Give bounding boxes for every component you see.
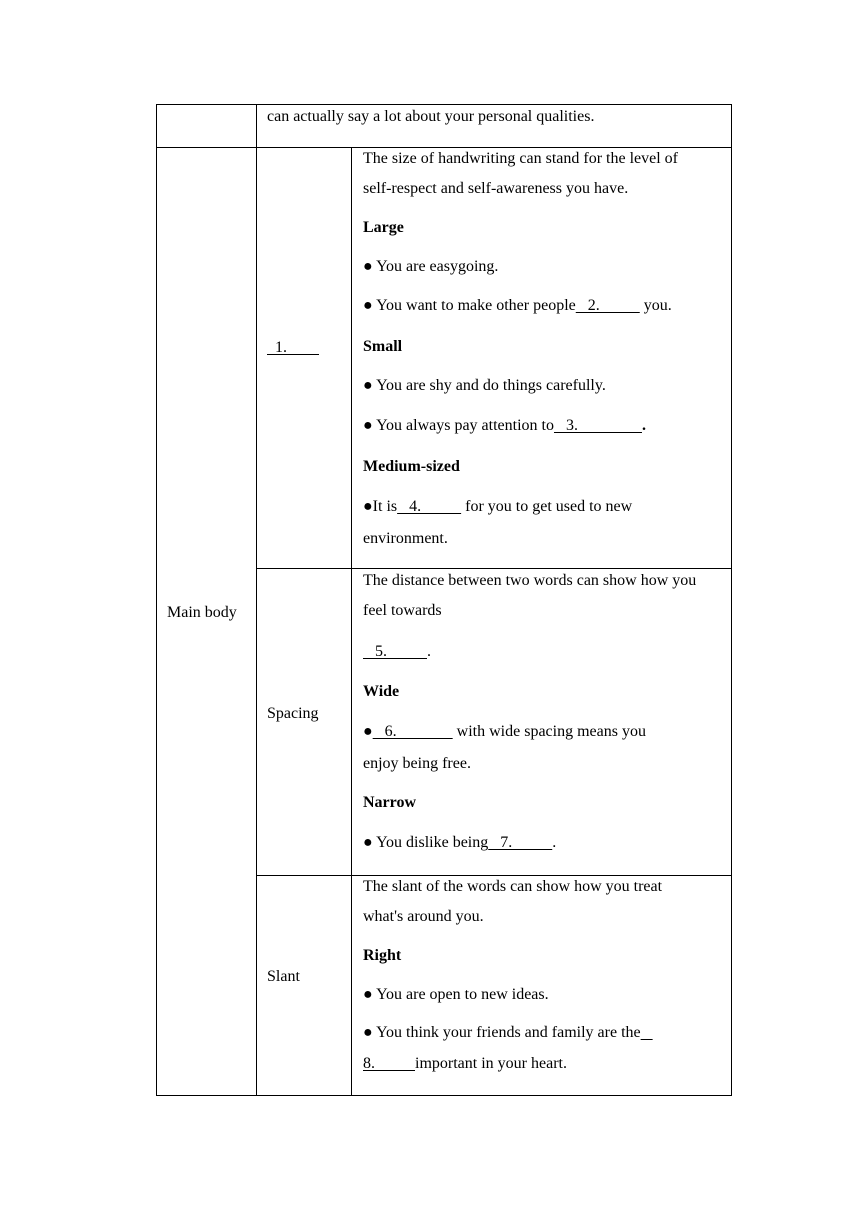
blank-5: 5. (363, 643, 427, 660)
medium-bullet-continued: environment. (363, 530, 448, 547)
size-label-blank-1: 1. (267, 339, 319, 356)
right-bullet-2 (363, 1025, 653, 1041)
table-border-right (731, 104, 732, 1096)
spacing-intro-line-1: The distance between two words can show how you (363, 572, 697, 589)
column-divider-2 (351, 147, 352, 1096)
blank-5-end: . (427, 643, 431, 660)
medium-heading: Medium-sized (363, 458, 460, 475)
slant-label: Slant (267, 968, 300, 985)
blank-8: 8. (363, 1055, 415, 1072)
spacing-label: Spacing (267, 705, 319, 722)
large-bullet-2-end: you. (639, 297, 672, 314)
blank-6: 6. (372, 723, 453, 740)
right-bullet-2-text: ● You think your friends and family are the (363, 1024, 641, 1041)
table-border-left (156, 104, 157, 1096)
right-bullet-2-continued (363, 1056, 567, 1072)
medium-bullet-text: ●It is (363, 498, 398, 515)
slant-intro-line-2: what's around you. (363, 908, 484, 925)
table-border-top (156, 104, 732, 105)
blank-4: 4. (397, 498, 462, 515)
size-intro-line-1: The size of handwriting can stand for the level of (363, 150, 678, 167)
small-bullet-1: ● You are shy and do things carefully. (363, 377, 606, 394)
blank-7: 7. (488, 834, 553, 851)
medium-bullet-end: for you to get used to new (461, 498, 633, 515)
blank-3: 3. (553, 417, 642, 434)
small-bullet-2-end: . (641, 417, 646, 434)
row-divider-size-spacing (256, 568, 732, 569)
wide-bullet (363, 724, 646, 740)
slant-intro-line-1: The slant of the words can show how you treat (363, 878, 663, 895)
small-bullet-2 (363, 418, 646, 434)
medium-bullet (363, 499, 632, 515)
size-intro-line-2: self-respect and self-awareness you have. (363, 180, 629, 197)
right-heading: Right (363, 947, 402, 964)
large-heading: Large (363, 219, 404, 236)
right-bullet-2-end: important in your heart. (415, 1055, 567, 1072)
small-heading: Small (363, 338, 403, 355)
right-bullet-1: ● You are open to new ideas. (363, 986, 549, 1003)
top-row-text: can actually say a lot about your personal qualities. (267, 108, 595, 125)
narrow-bullet-end: . (552, 834, 557, 851)
narrow-bullet-text: ● You dislike being (363, 834, 489, 851)
large-bullet-1: ● You are easygoing. (363, 258, 499, 275)
section-label: Main body (167, 604, 237, 621)
narrow-heading: Narrow (363, 794, 417, 811)
blank-8-start (641, 1024, 653, 1041)
blank-2: 2. (575, 297, 640, 314)
wide-bullet-text: with wide spacing means you (452, 723, 646, 740)
spacing-blank-5-line (363, 644, 431, 660)
large-bullet-2-text: ● You want to make other people (363, 297, 576, 314)
narrow-bullet (363, 835, 556, 851)
row-divider-spacing-slant (256, 875, 732, 876)
row-divider-top (156, 147, 732, 148)
small-bullet-2-text: ● You always pay attention to (363, 417, 554, 434)
wide-bullet-mark: ● (363, 723, 373, 740)
column-divider-1 (256, 104, 257, 1096)
wide-bullet-continued: enjoy being free. (363, 755, 471, 772)
spacing-intro-line-2: feel towards (363, 602, 442, 619)
wide-heading: Wide (363, 683, 400, 700)
large-bullet-2 (363, 298, 672, 314)
table-border-bottom (156, 1095, 732, 1096)
